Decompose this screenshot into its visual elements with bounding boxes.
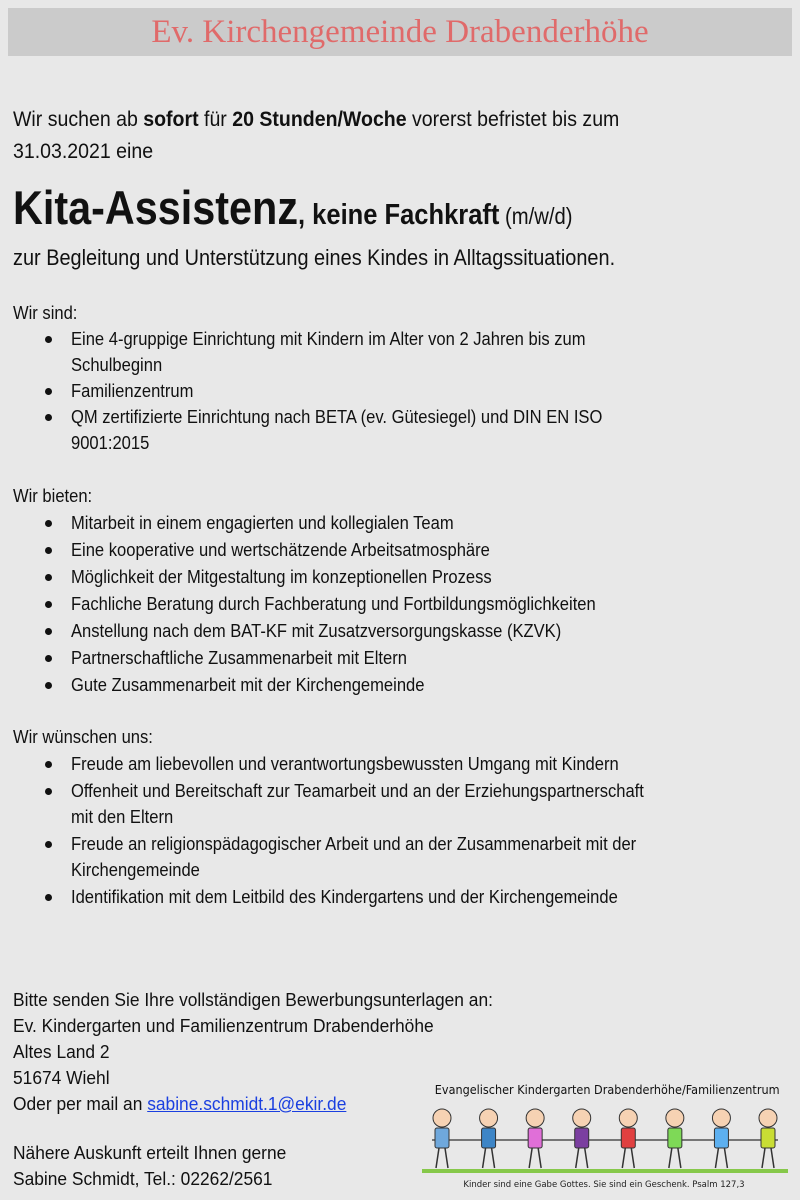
child-head <box>619 1109 637 1127</box>
child-leg <box>576 1148 579 1168</box>
child-leg <box>622 1148 625 1168</box>
child-head <box>666 1109 684 1127</box>
church-name-title: Ev. Kirchengemeinde Drabenderhöhe <box>151 13 649 50</box>
logo-caption: Kinder sind eine Gabe Gottes. Sie sind ein Geschenk. Psalm 127,3 <box>463 1180 745 1190</box>
section-title-wir-bieten: Wir bieten: <box>13 486 93 506</box>
child-head <box>573 1109 591 1127</box>
start-date-emphasis: sofort <box>143 108 199 131</box>
bullet-icon <box>45 547 52 554</box>
intro-text <box>13 104 619 168</box>
child-figure <box>526 1109 544 1168</box>
intro-line-2: 31.03.2021 eine <box>13 140 154 163</box>
child-leg <box>445 1148 448 1168</box>
children-group <box>433 1109 777 1168</box>
child-head <box>433 1109 451 1127</box>
contact-city: 51674 Wiehl <box>13 1068 110 1088</box>
child-leg <box>762 1148 765 1168</box>
email-link[interactable]: sabine.schmidt.1@ekir.de <box>147 1094 347 1114</box>
kindergarten-logo <box>412 1080 796 1196</box>
job-title-gender: (m/w/d) <box>499 203 573 229</box>
header-banner <box>8 8 792 56</box>
child-leg <box>631 1148 634 1168</box>
bullet-icon <box>45 336 52 343</box>
child-head <box>759 1109 777 1127</box>
bullet-icon <box>45 761 52 768</box>
child-body <box>575 1128 589 1148</box>
child-leg <box>585 1148 588 1168</box>
bullet-icon <box>45 841 52 848</box>
child-leg <box>436 1148 439 1168</box>
child-figure <box>433 1109 451 1168</box>
child-head <box>526 1109 544 1127</box>
hours-emphasis: 20 Stunden/Woche <box>232 108 407 131</box>
contact-intro: Bitte senden Sie Ihre vollständigen Bewerbungsunterlagen an: <box>13 990 493 1010</box>
child-leg <box>538 1148 541 1168</box>
child-body <box>761 1128 775 1148</box>
child-leg <box>678 1148 681 1168</box>
bullet-icon <box>45 520 52 527</box>
child-figure <box>619 1109 637 1168</box>
child-figure <box>759 1109 777 1168</box>
contact-mail-line: Oder per mail an sabine.schmidt.1@ekir.de <box>13 1094 347 1114</box>
child-figure <box>712 1109 730 1168</box>
children-holding-hands-illustration <box>412 1102 796 1180</box>
contact-info-line-2: Sabine Schmidt, Tel.: 02262/2561 <box>13 1169 273 1189</box>
bullet-icon <box>45 894 52 901</box>
child-figure <box>573 1109 591 1168</box>
child-leg <box>669 1148 672 1168</box>
child-body <box>435 1128 449 1148</box>
bullet-icon <box>45 601 52 608</box>
child-leg <box>492 1148 495 1168</box>
child-leg <box>715 1148 718 1168</box>
grass <box>422 1169 788 1173</box>
contact-info-line-1: Nähere Auskunft erteilt Ihnen gerne <box>13 1143 287 1163</box>
child-head <box>480 1109 498 1127</box>
bullet-icon <box>45 682 52 689</box>
section-title-wir-wuenschen: Wir wünschen uns: <box>13 727 153 747</box>
job-description: zur Begleitung und Unterstützung eines Kindes in Alltagssituationen. <box>13 245 616 270</box>
child-figure <box>480 1109 498 1168</box>
bullet-icon <box>45 388 52 395</box>
job-title-position: Kita-Assistenz <box>13 181 298 234</box>
intro-line-1: Wir suchen ab sofort für 20 Stunden/Woche vorerst befristet bis zum <box>13 108 620 131</box>
contact-organization: Ev. Kindergarten und Familienzentrum Drabenderhöhe <box>13 1016 434 1036</box>
child-body <box>621 1128 635 1148</box>
child-head <box>712 1109 730 1127</box>
bullet-icon <box>45 574 52 581</box>
logo-title: Evangelischer Kindergarten Drabenderhöhe/Familienzentrum <box>434 1082 780 1097</box>
child-leg <box>724 1148 727 1168</box>
bullet-icon <box>45 414 52 421</box>
child-figure <box>666 1109 684 1168</box>
job-title <box>13 180 573 248</box>
child-body <box>668 1128 682 1148</box>
contact-street: Altes Land 2 <box>13 1042 110 1062</box>
bullet-icon <box>45 788 52 795</box>
section-title-wir-sind: Wir sind: <box>13 303 78 323</box>
child-body <box>714 1128 728 1148</box>
child-body <box>528 1128 542 1148</box>
job-title-qualifier: , keine Fachkraft <box>297 199 500 231</box>
child-leg <box>771 1148 774 1168</box>
bullet-icon <box>45 655 52 662</box>
bullet-icon <box>45 628 52 635</box>
child-leg <box>483 1148 486 1168</box>
child-body <box>482 1128 496 1148</box>
child-leg <box>529 1148 532 1168</box>
